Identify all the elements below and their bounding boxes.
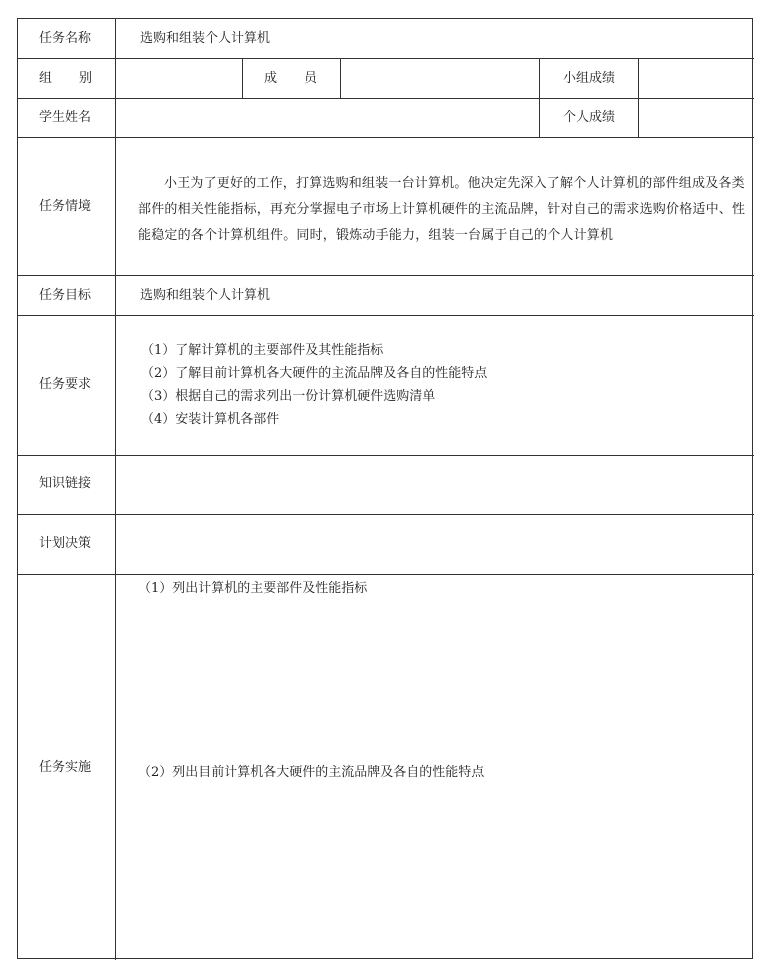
task-name-value: 选购和组装个人计算机: [140, 31, 271, 46]
row-divider: [18, 315, 754, 316]
goal-value: 选购和组装个人计算机: [140, 288, 271, 303]
implementation-item-2: （2）列出目前计算机各大硬件的主流品牌及各自的性能特点: [138, 765, 485, 780]
implementation-label: 任务实施: [39, 760, 92, 775]
members-label-part-1: 成: [264, 71, 278, 86]
scenario-label: 任务情境: [39, 199, 92, 214]
implementation-item-1: （1）列出计算机的主要部件及性能指标: [138, 581, 368, 596]
group-score-label: 小组成绩: [563, 71, 616, 86]
planning-field[interactable]: [116, 515, 752, 574]
goal-label: 任务目标: [39, 288, 92, 303]
group-label-part-2: 别: [79, 71, 93, 86]
members-field[interactable]: [341, 59, 539, 98]
row-divider: [18, 574, 754, 575]
knowledge-field[interactable]: [116, 456, 752, 514]
knowledge-label: 知识链接: [39, 476, 92, 491]
task-name-label: 任务名称: [39, 31, 92, 46]
planning-label: 计划决策: [39, 536, 92, 551]
requirements-label: 任务要求: [39, 377, 92, 392]
student-name-label: 学生姓名: [39, 110, 92, 125]
scenario-text: 小王为了更好的工作，打算选购和组装一台计算机。他决定先深入了解个人计算机的部件组成及各类部件的相关性能指标，再充分掌握电子市场上计算机硬件的主流品牌，针对自己的需求选购价格适中、性能稳定的各个计算机组件。同时，锻炼动手能力，组装一台属于自己的个人计算机: [138, 176, 746, 243]
group-label-part-1: 组: [39, 71, 53, 86]
list-item: （1）了解计算机的主要部件及其性能指标: [141, 343, 384, 358]
list-item: （4）安装计算机各部件: [141, 412, 280, 427]
cell-divider: [242, 58, 243, 98]
requirements-list: [141, 339, 487, 431]
group-score-field[interactable]: [639, 59, 752, 98]
row-divider: [18, 275, 754, 276]
cell-divider: [539, 58, 540, 137]
members-label-part-2: 员: [304, 71, 318, 86]
personal-score-label: 个人成绩: [563, 110, 616, 125]
list-item: （3）根据自己的需求列出一份计算机硬件选购清单: [141, 389, 436, 404]
student-name-field[interactable]: [116, 99, 539, 137]
personal-score-field[interactable]: [639, 99, 752, 137]
task-sheet-table: [17, 18, 753, 959]
list-item: （2）了解目前计算机各大硬件的主流品牌及各自的性能特点: [141, 366, 488, 381]
row-divider: [18, 137, 754, 138]
group-field[interactable]: [116, 59, 242, 98]
